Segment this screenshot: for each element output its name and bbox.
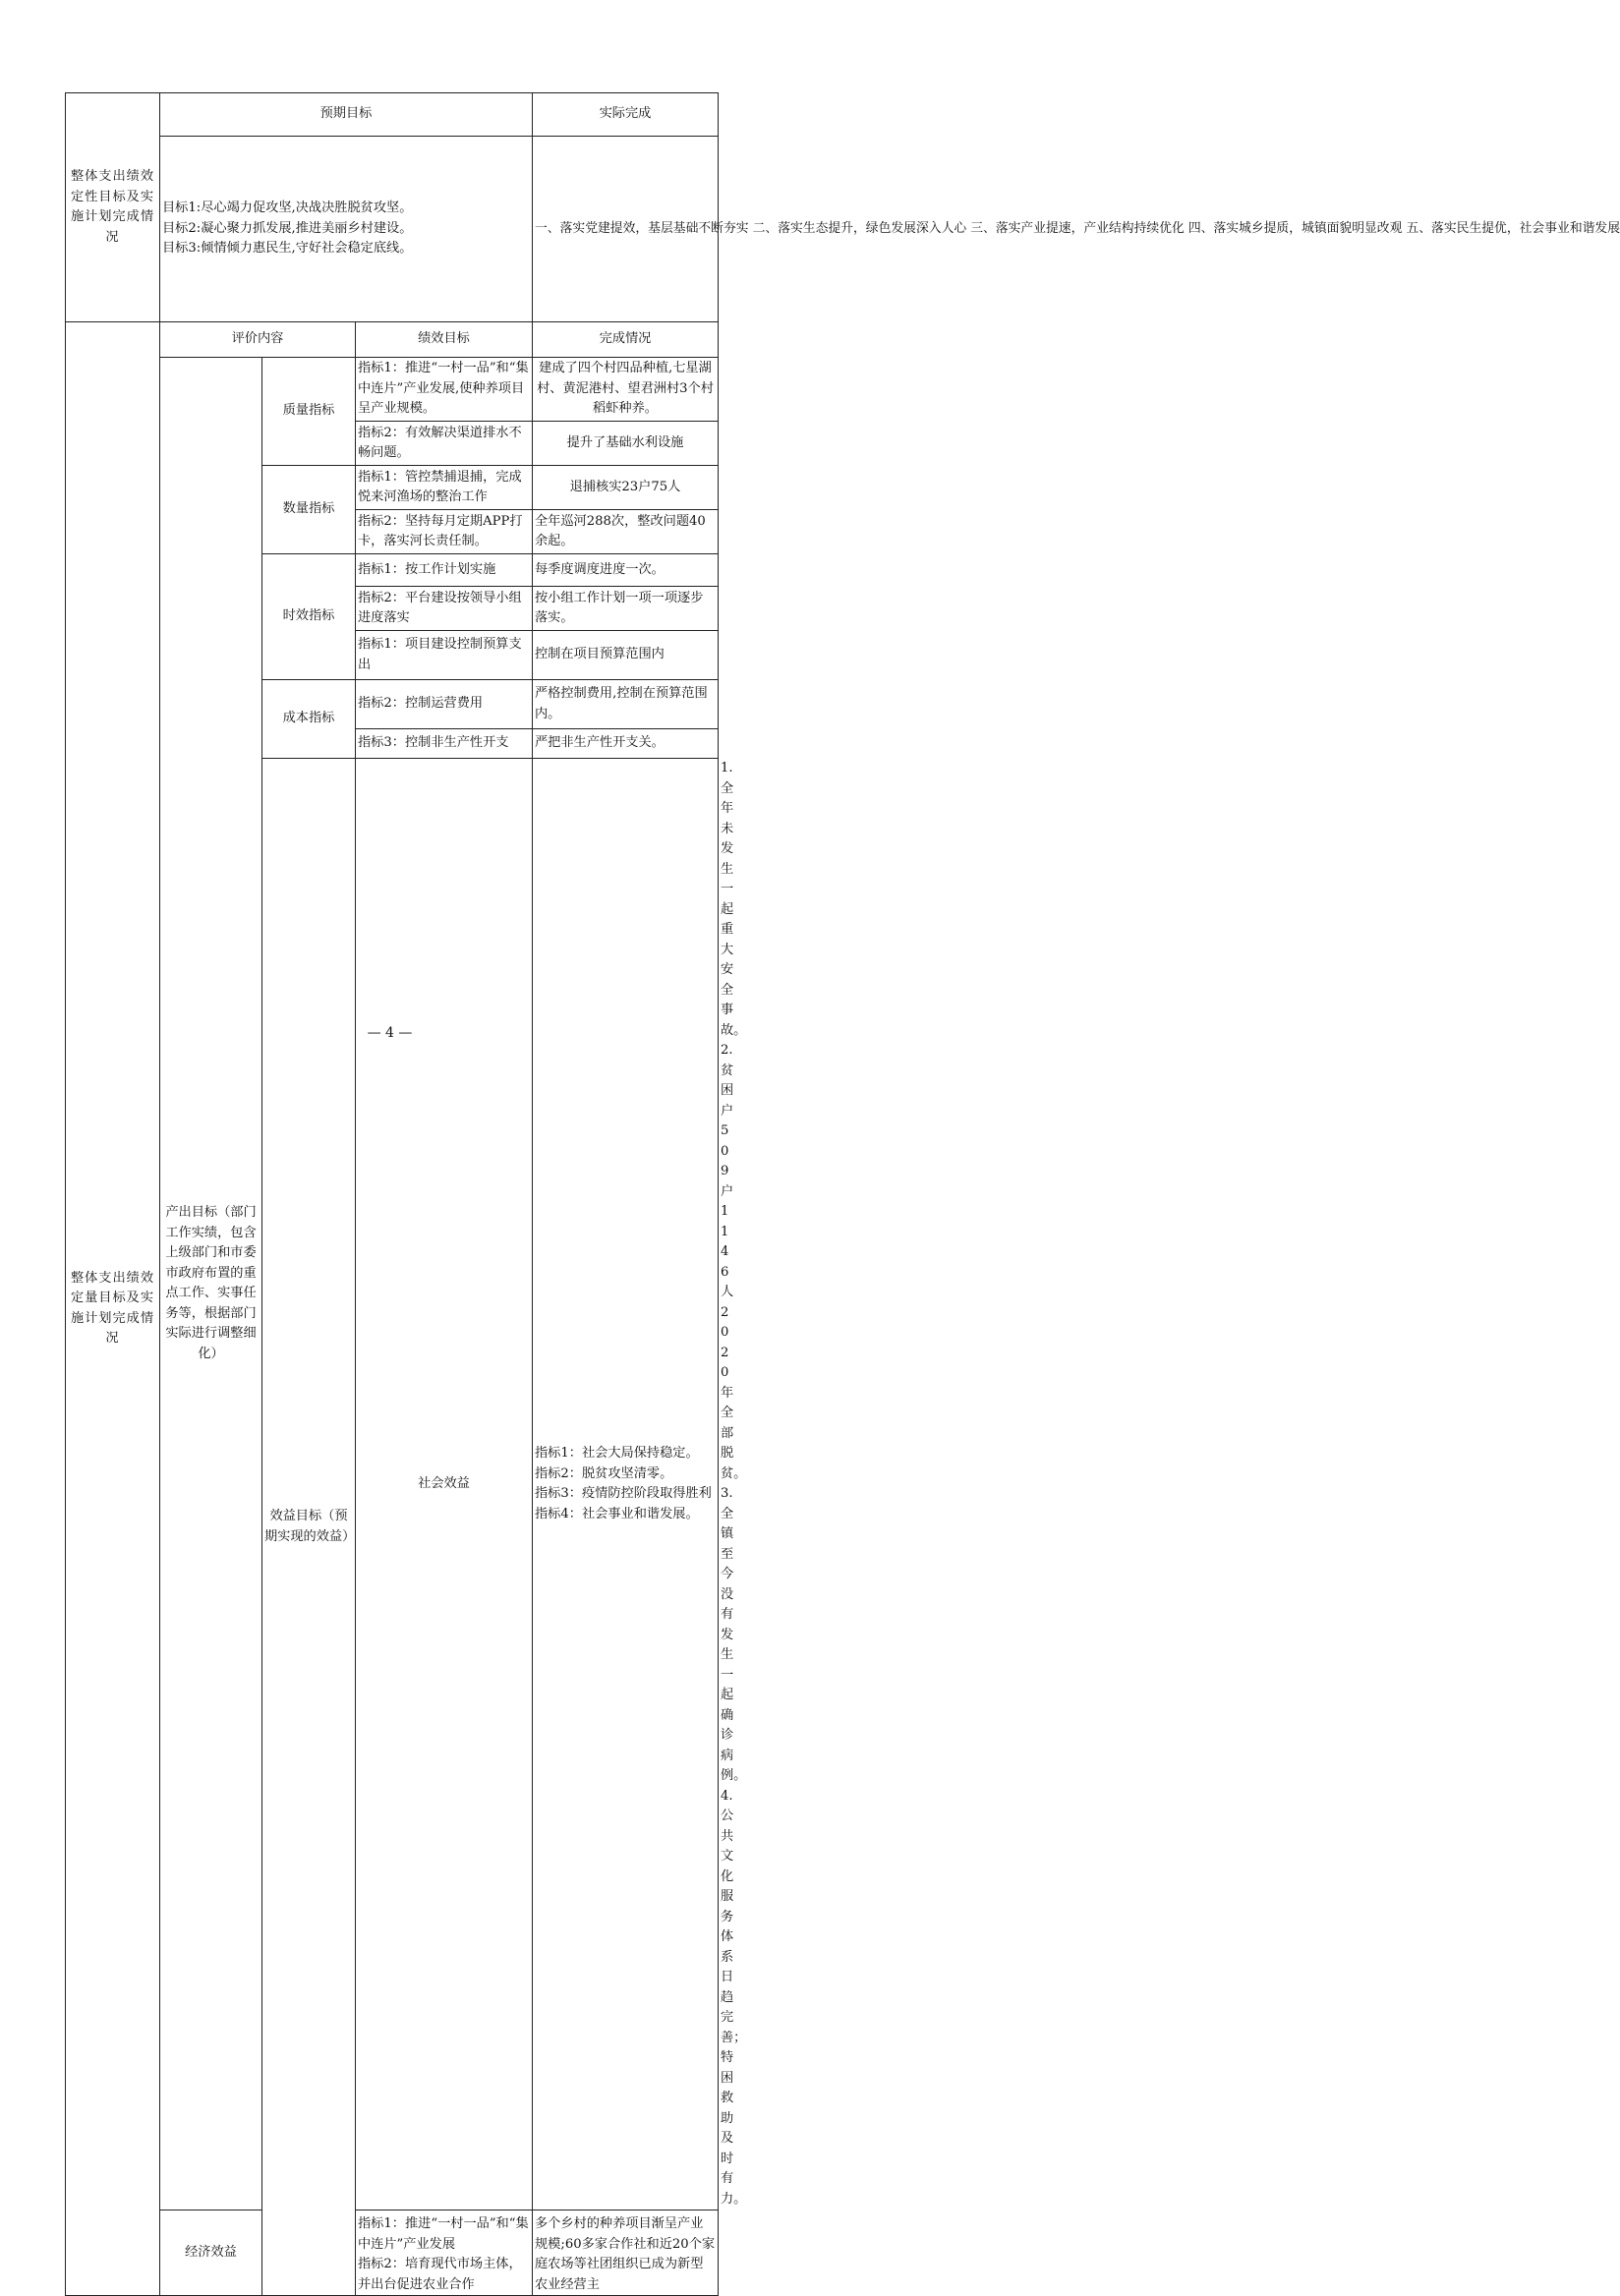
quantity-target-1: 指标1：管控禁捕退捕，完成悦来河渔场的整治工作 xyxy=(356,466,533,510)
actual-completion-header: 实际完成 xyxy=(533,93,719,137)
page-number: — 4 — xyxy=(367,1025,413,1041)
performance-target-header: 绩效目标 xyxy=(356,322,533,358)
timeliness-target-1: 指标1：按工作计划实施 xyxy=(356,554,533,587)
cost-status-2: 严把非生产性开支关。 xyxy=(533,729,719,759)
timeliness-indicator-label: 时效指标 xyxy=(262,554,356,680)
evaluation-content-header: 评价内容 xyxy=(160,322,356,358)
cost-target-2: 指标3：控制非生产性开支 xyxy=(356,729,533,759)
cost-status-1: 严格控制费用,控制在预算范围内。 xyxy=(533,680,719,729)
quality-target-1: 指标1：推进“一村一品”和“集中连片”产业发展,使种养项目呈产业规模。 xyxy=(356,358,533,422)
benefit-goal-label: 效益目标（预期实现的效益） xyxy=(262,759,356,2296)
social-benefit-label: 社会效益 xyxy=(356,759,533,2210)
expected-goals-text: 目标1:尽心竭力促攻坚,决战决胜脱贫攻坚。 目标2:凝心聚力抓发展,推进美丽乡村建设。 目标3:倾情倾力惠民生,守好社会稳定底线。 xyxy=(160,137,533,322)
performance-table: 整体支出绩效定性目标及实施计划完成情况 预期目标 实际完成 目标1:尽心竭力促攻坚,决战决胜脱贫攻坚。 目标2:凝心聚力抓发展,推进美丽乡村建设。 目标3:倾情倾力惠民生,守好社会稳定底线。 一、落实党建提效，基层基础不断夯实 二、落实生态提升，绿色发展深入人心 三、落实产业提速，产业结构持续优化 四、落实城乡提质，城镇面貌明显改观 五、落实民生提优，社会事业和谐发展 整体支出绩效定量目标及实施计划完成情况 评价内容 绩效目标 完成情况 产出目标（部门工作实绩，包含上级部门和市委市政府布置的重点工作、实事任务等，根据部门实际进行调整细化） 质量指标 指标1：推进“一村一品”和“集中连片”产业发展,使种养项目呈产业规模。 建成了四个村四品种植,七星湖村、黄泥港村、望君洲村3个村稻虾种养。 指标2：有效解决渠道排水不畅问题。 提升了基础水利设施 数量指标 指标1：管控禁捕退捕，完成悦来河渔场的整治工作 退捕核实23户75人 指标2：坚持每月定期APP打卡，落实河长责任制。 全年巡河288次，整改问题40余起。 时效指标 指标1：按工作计划实施 每季度调度进度一次。 指标2：平台建设按领导小组进度落实 按小组工作计划一项一项逐步落实。 指标1：项目建设控制预算支出 控制在项目预算范围内 成本指标 指标2：控制运营费用 严格控制费用,控制在预算范围内。 指标3：控制非生产性开支 严把非生产性开支关。 效益目标（预期实现的效益） 社会效益 指标1：社会大局保持稳定。 指标2：脱贫攻坚清零。 指标3：疫情防控阶段取得胜利 指标4：社会事业和谐发展。 1. 全年未发生一起重大安全事故。 2. 贫困户509户1146人2020年全部脱贫。 3. 全镇至今没有发生一起确诊病例。 4. 公共文化服务体系日趋完善；特困救助及时有力。 经济效益 指标1：推进“一村一品”和“集中连片”产业发展 指标2：培育现代市场主体，并出台促进农业合作 多个乡村的种养项目渐呈产业规模;60多家合作社和近20个家庭农场等社团组织已成为新型农业经营主 xyxy=(65,92,719,2296)
quantitative-section-label: 整体支出绩效定量目标及实施计划完成情况 xyxy=(66,322,160,2296)
expected-goal-header: 预期目标 xyxy=(160,93,533,137)
timeliness-status-1: 每季度调度进度一次。 xyxy=(533,554,719,587)
timeliness-status-3: 控制在项目预算范围内 xyxy=(533,631,719,680)
timeliness-status-2: 按小组工作计划一项一项逐步落实。 xyxy=(533,587,719,631)
quantity-indicator-label: 数量指标 xyxy=(262,466,356,554)
timeliness-target-2: 指标2：平台建设按领导小组进度落实 xyxy=(356,587,533,631)
quantity-status-2: 全年巡河288次，整改问题40余起。 xyxy=(533,510,719,554)
timeliness-target-3: 指标1：项目建设控制预算支出 xyxy=(356,631,533,680)
economic-benefit-status: 多个乡村的种养项目渐呈产业规模;60多家合作社和近20个家庭农场等社团组织已成为新型农业经营主 xyxy=(533,2210,719,2296)
economic-benefit-target: 指标1：推进“一村一品”和“集中连片”产业发展 指标2：培育现代市场主体，并出台促进农业合作 xyxy=(356,2210,533,2296)
qualitative-section-label: 整体支出绩效定性目标及实施计划完成情况 xyxy=(66,93,160,322)
cost-indicator-label: 成本指标 xyxy=(262,680,356,759)
quality-status-1: 建成了四个村四品种植,七星湖村、黄泥港村、望君洲村3个村稻虾种养。 xyxy=(533,358,719,422)
social-benefit-target: 指标1：社会大局保持稳定。 指标2：脱贫攻坚清零。 指标3：疫情防控阶段取得胜利 指标4：社会事业和谐发展。 xyxy=(533,759,719,2210)
actual-completion-text: 一、落实党建提效，基层基础不断夯实 二、落实生态提升，绿色发展深入人心 三、落实产业提速，产业结构持续优化 四、落实城乡提质，城镇面貌明显改观 五、落实民生提优，社会事业和谐发展 xyxy=(533,137,719,322)
cost-target-1: 指标2：控制运营费用 xyxy=(356,680,533,729)
completion-status-header: 完成情况 xyxy=(533,322,719,358)
quality-indicator-label: 质量指标 xyxy=(262,358,356,466)
output-goal-label: 产出目标（部门工作实绩，包含上级部门和市委市政府布置的重点工作、实事任务等，根据部门实际进行调整细化） xyxy=(160,358,262,2210)
quantity-target-2: 指标2：坚持每月定期APP打卡，落实河长责任制。 xyxy=(356,510,533,554)
quality-target-2: 指标2：有效解决渠道排水不畅问题。 xyxy=(356,422,533,466)
economic-benefit-label: 经济效益 xyxy=(160,2210,262,2296)
quantity-status-1: 退捕核实23户75人 xyxy=(533,466,719,510)
quality-status-2: 提升了基础水利设施 xyxy=(533,422,719,466)
